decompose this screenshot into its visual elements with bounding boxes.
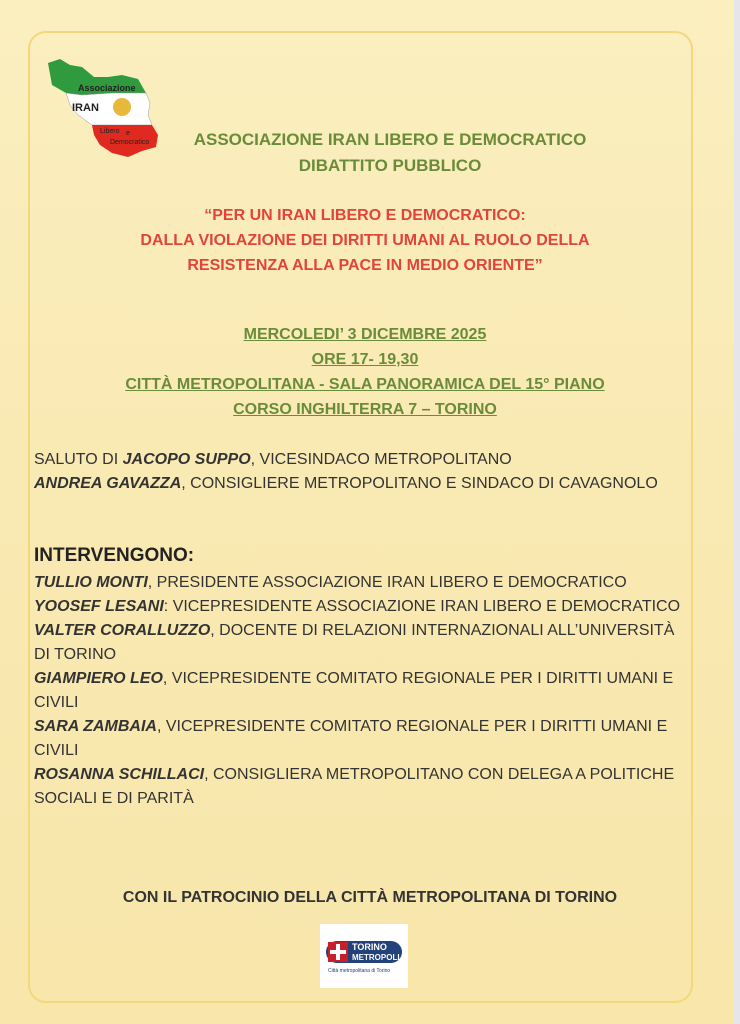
speaker-item: SARA ZAMBAIA, VICEPRESIDENTE COMITATO REGIONALE PER I DIRITTI UMANI E CIVILI	[34, 718, 668, 759]
speaker-name: GIAMPIERO LEO	[34, 670, 163, 687]
speaker-name: ROSANNA SCHILLACI	[34, 766, 205, 783]
content-frame	[28, 31, 693, 1003]
event-title-line-2: DALLA VIOLAZIONE DEI DIRITTI UMANI AL RUOLO DELLA	[140, 232, 590, 249]
event-type: DIBATTITO PUBBLICO	[298, 156, 482, 175]
logo-line5: Democratico	[110, 139, 150, 146]
lion-sun-icon	[113, 98, 131, 116]
logo-line2: IRAN	[72, 102, 99, 114]
patronage-text: CON IL PATROCINIO DELLA CITTÀ METROPOLITANA DI TORINO	[122, 889, 618, 906]
sponsor-line3: Città metropolitana di Torino	[328, 968, 391, 974]
sponsor-line2: METROPOLI	[352, 953, 400, 962]
association-title: ASSOCIAZIONE IRAN LIBERO E DEMOCRATICO	[193, 130, 587, 149]
event-date: MERCOLEDI’ 3 DICEMBRE 2025	[243, 326, 487, 343]
speakers-list	[34, 571, 684, 811]
speaker-item: YOOSEF LESANI: VICEPRESIDENTE ASSOCIAZIONE IRAN LIBERO E DEMOCRATICO	[34, 598, 681, 615]
logo-line3: Libero	[100, 128, 120, 135]
event-title-line-1: “PER UN IRAN LIBERO E DEMOCRATICO:	[204, 207, 526, 224]
logo-line1: Associazione	[78, 83, 136, 93]
speaker-item: VALTER CORALLUZZO, DOCENTE DI RELAZIONI INTERNAZIONALI ALL’UNIVERSITÀ DI TORINO	[34, 622, 675, 663]
event-time: ORE 17- 19,30	[311, 351, 419, 368]
speakers-heading: INTERVENGONO:	[34, 545, 195, 566]
torino-metropoli-logo	[320, 924, 408, 988]
event-address: CORSO INGHILTERRA 7 – TORINO	[233, 401, 497, 418]
greeting-name: ANDREA GAVAZZA	[34, 475, 182, 492]
logo-line4: e	[126, 130, 130, 137]
speaker-item: ROSANNA SCHILLACI, CONSIGLIERA METROPOLITANO CON DELEGA A POLITICHE SOCIALI E DI PARITÀ	[34, 766, 675, 807]
greeting-item: SALUTO DI JACOPO SUPPO, VICESINDACO METROPOLITANO	[34, 451, 512, 468]
greeting-item: ANDREA GAVAZZA, CONSIGLIERE METROPOLITANO E SINDACO DI CAVAGNOLO	[34, 475, 658, 492]
sponsor-line1: TORINO	[352, 942, 387, 952]
speaker-name: SARA ZAMBAIA	[34, 718, 157, 735]
speaker-name: TULLIO MONTI	[34, 574, 148, 591]
speaker-item: TULLIO MONTI, PRESIDENTE ASSOCIAZIONE IRAN LIBERO E DEMOCRATICO	[34, 574, 627, 591]
event-venue: CITTÀ METROPOLITANA - SALA PANORAMICA DEL 15° PIANO	[125, 376, 605, 393]
greeting-name: JACOPO SUPPO	[122, 451, 251, 468]
event-title-line-3: RESISTENZA ALLA PACE IN MEDIO ORIENTE”	[187, 257, 543, 274]
speaker-name: VALTER CORALLUZZO	[34, 622, 211, 639]
speaker-item: GIAMPIERO LEO, VICEPRESIDENTE COMITATO REGIONALE PER I DIRITTI UMANI E CIVILI	[34, 670, 674, 711]
speaker-name: YOOSEF LESANI	[34, 598, 164, 615]
right-edge	[734, 0, 740, 1024]
greetings	[34, 448, 684, 496]
